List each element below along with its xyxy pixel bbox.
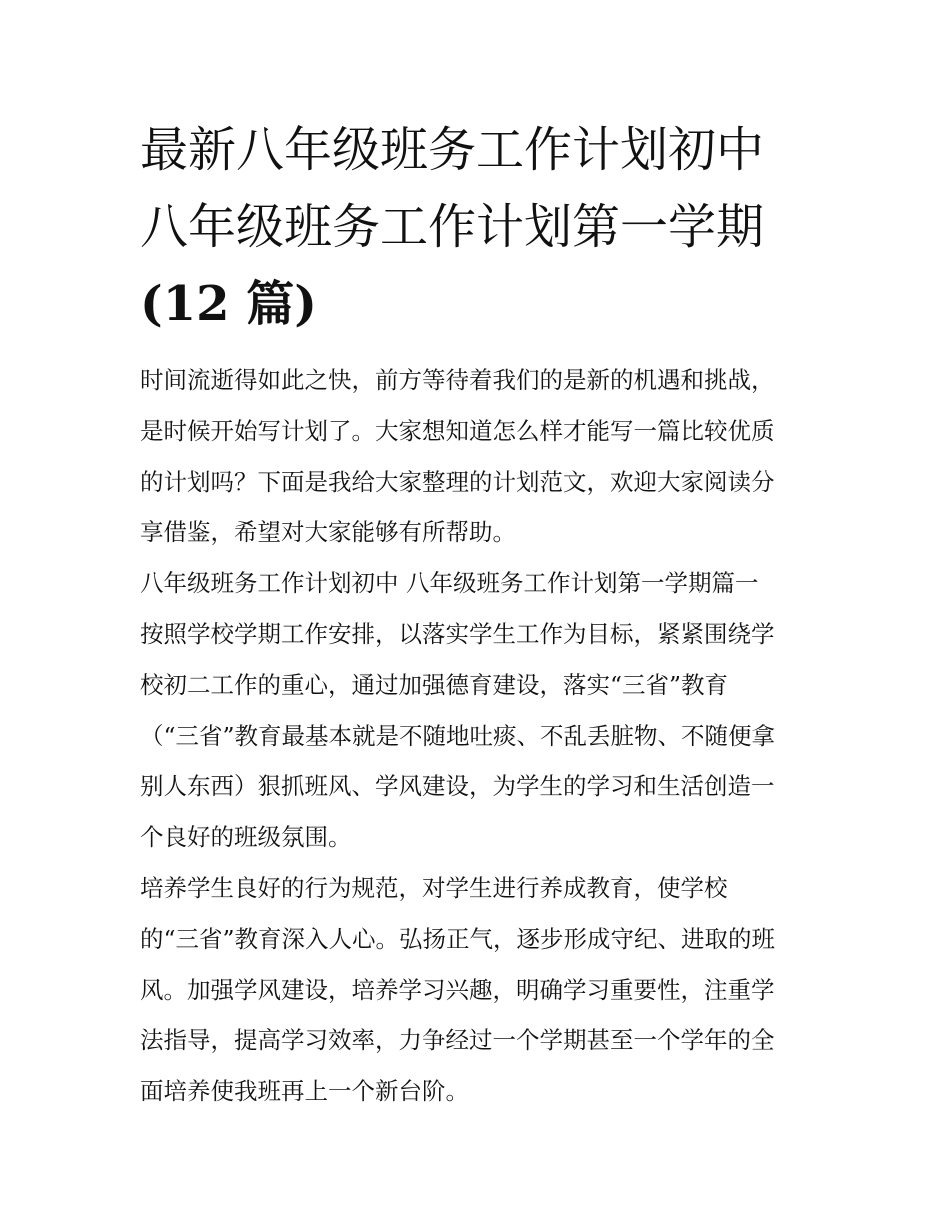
paragraph-line: 按照学校学期工作安排，以落实学生工作为目标，紧紧围绕学 bbox=[140, 619, 775, 648]
paragraph-line: 校初二工作的重心，通过加强德育建设，落实“三省”教育 bbox=[140, 670, 729, 699]
paragraph-arrangement bbox=[140, 609, 820, 863]
paragraph-line: 时间流逝得如此之快，前方等待着我们的是新的机遇和挑战， bbox=[140, 366, 775, 394]
paragraph-line: 个良好的班级氛围。 bbox=[140, 823, 352, 852]
paragraph-line: 培养学生良好的行为规范，对学生进行养成教育，使学校 bbox=[140, 873, 728, 902]
paragraph-line: 的“三省”教育深入人心。弘扬正气，逐步形成守纪、进取的班 bbox=[140, 924, 776, 953]
paragraph-goals bbox=[140, 863, 820, 1117]
title-line-1: 最新八年级班务工作计划初中 bbox=[140, 122, 765, 178]
paragraph-line: 法指导，提高学习效率，力争经过一个学期甚至一个学年的全 bbox=[140, 1026, 775, 1055]
paragraph-line: 别人东西）狠抓班风、学风建设，为学生的学习和生活创造一 bbox=[140, 772, 775, 801]
paragraph-line: （“三省”教育最基本就是不随地吐痰、不乱丢脏物、不随便拿 bbox=[140, 721, 776, 750]
title-line-2: 八年级班务工作计划第一学期 bbox=[140, 199, 765, 255]
document-title bbox=[140, 112, 820, 343]
title-line-3: (12 篇) bbox=[140, 276, 317, 332]
paragraph-line: 是时候开始写计划了。大家想知道怎么样才能写一篇比较优质 bbox=[140, 416, 775, 445]
paragraph-line: 风。加强学风建设，培养学习兴趣，明确学习重要性，注重学 bbox=[140, 975, 775, 1004]
paragraph-intro bbox=[140, 355, 820, 558]
document-body bbox=[140, 355, 820, 1117]
section-heading bbox=[140, 558, 820, 609]
paragraph-line: 享借鉴，希望对大家能够有所帮助。 bbox=[140, 518, 516, 547]
section-heading-line: 八年级班务工作计划初中 八年级班务工作计划第一学期篇一 bbox=[140, 569, 759, 598]
paragraph-line: 的计划吗？下面是我给大家整理的计划范文，欢迎大家阅读分 bbox=[140, 467, 775, 496]
paragraph-line: 面培养使我班再上一个新台阶。 bbox=[140, 1077, 469, 1106]
